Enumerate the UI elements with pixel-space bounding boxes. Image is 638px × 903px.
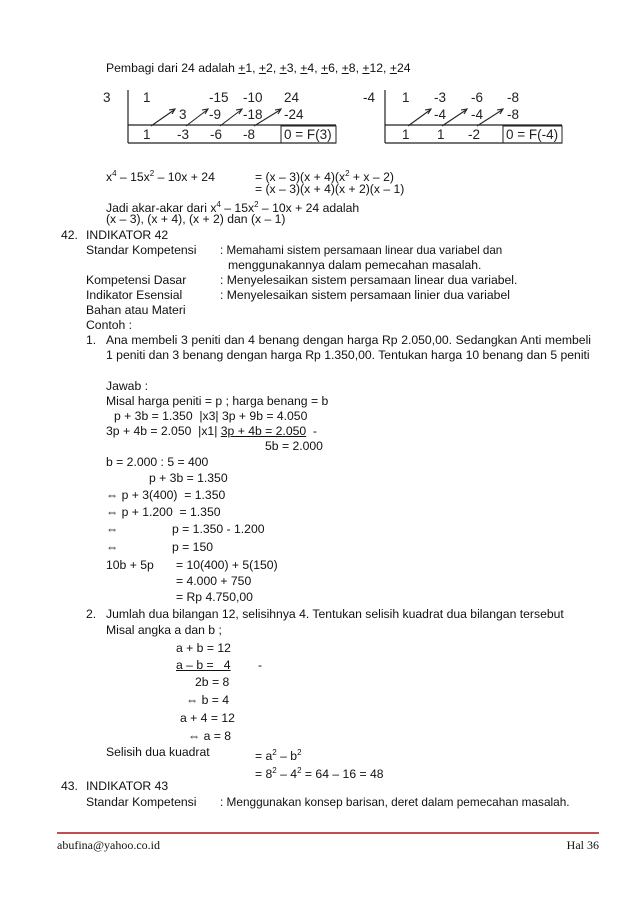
- ind42-title: INDIKATOR 42: [86, 228, 169, 242]
- ex1-line7: ⇔ p + 1.200 = 1.350: [106, 505, 221, 519]
- left-row3-c4: -8: [243, 127, 256, 142]
- ex2-problem: Jumlah dua bilangan 12, selisihnya 4. Tentukan selisih kuadrat dua bilangan tersebut: [106, 607, 564, 621]
- ind43-sk-label: Standar Kompetensi: [86, 795, 197, 809]
- right-row3-c1: 1: [402, 127, 410, 142]
- ex2-line4: ⇔ b = 4: [186, 693, 230, 707]
- left-row1-c1: 1: [143, 90, 151, 105]
- right-row3-c3: -2: [468, 127, 481, 142]
- footer-page: Hal 36: [566, 838, 599, 852]
- left-row2-c3: -18: [243, 107, 263, 122]
- ex1-misal: Misal harga peniti = p ; harga benang = b: [106, 394, 329, 408]
- ex1-line4: b = 2.000 : 5 = 400: [106, 455, 209, 469]
- left-row1-c4: 24: [284, 90, 300, 105]
- right-row1-c4: -8: [507, 90, 520, 105]
- left-row3-c1: 1: [143, 127, 151, 142]
- right-result: 0 = F(-4): [506, 127, 559, 142]
- ind42-contoh: Contoh :: [86, 318, 133, 332]
- ind42-sk-value2: menggunakannya dalam pemecahan masalah.: [228, 258, 482, 272]
- ex1-line11: = 4.000 + 750: [176, 574, 252, 588]
- ex2-sel-label: Selisih dua kuadrat: [106, 745, 210, 759]
- left-root: 3: [103, 90, 111, 105]
- ex2-line2: [176, 658, 231, 673]
- footer-rule: [57, 832, 599, 834]
- ex1-line3: 5b = 2.000: [265, 439, 323, 453]
- ex1-number: 1.: [86, 333, 97, 347]
- ex2-line5: a + 4 = 12: [180, 711, 235, 725]
- right-row2-c1: -4: [434, 107, 447, 122]
- ex1-line12: = Rp 4.750,00: [176, 590, 253, 604]
- ex1-line10-a: 10b + 5p: [106, 558, 154, 572]
- factor-eq1: = $(x - 3)(x + 4)(x^2 + x - 2)$: [255, 169, 394, 185]
- ind42-number: 42.: [61, 228, 78, 242]
- right-row3-c2: 1: [437, 127, 445, 142]
- ind42-ie-label: Indikator Esensial: [86, 288, 183, 302]
- synthetic-division-svg: [0, 0, 638, 160]
- factor-lhs: $x^4 - 15x^2 - 10x + 24$: [106, 169, 215, 185]
- ind42-sk-label: Standar Kompetensi: [86, 243, 197, 257]
- ex1-line2-c: -: [306, 424, 317, 438]
- right-row1-c1: 1: [402, 90, 410, 105]
- ex2-misal: Misal angka a dan b ;: [106, 623, 222, 637]
- roots-text: Jadi akar-akar dari $x^4 - 15x^2 - 10x + 24$ adalah: [106, 200, 360, 216]
- ex2-line2-minus: -: [258, 658, 263, 672]
- left-row3-c3: -6: [210, 127, 223, 142]
- ex2-sel1: = $a^2 - b^2$: [255, 748, 302, 764]
- ex2-line6: ⇔ a = 8: [188, 729, 232, 743]
- ex1-jawab: Jawab :: [106, 379, 149, 393]
- ex1-problem: Ana membeli 3 peniti dan 4 benang dengan harga Rp 2.050,00. Sedangkan Anti membeli 1 peniti dan 3 benang dengan harga Rp 1.350,00. Tentukan harga 10 benang dan 5 peniti: [106, 333, 591, 362]
- ind43-number: 43.: [61, 779, 78, 793]
- ex2-line1: a + b = 12: [176, 641, 231, 655]
- ex1-line6: ⇔ p + 3(400) = 1.350: [106, 488, 226, 502]
- footer-email: abufina@yahoo.co.id: [57, 838, 161, 852]
- ind42-bahan: Bahan atau Materi: [86, 303, 186, 317]
- ex1-line8-b: p = 1.350 - 1.200: [172, 522, 265, 536]
- ind42-kd-label: Kompetensi Dasar: [86, 273, 187, 287]
- right-root: -4: [363, 90, 376, 105]
- ex1-line2-b: 3p + 4b = 2.050: [220, 424, 307, 438]
- ex1-line5: p + 3b = 1.350: [149, 471, 228, 485]
- ex1-line9-a: ⇔: [106, 540, 119, 554]
- ex1-line2-a: 3p + 4b = 2.050 |x1|: [106, 424, 221, 438]
- left-row1-c3: -10: [243, 90, 263, 105]
- ex2-line3: 2b = 8: [195, 675, 230, 689]
- ex1-line1: p + 3b = 1.350 |x3| 3p + 9b = 4.050: [114, 409, 308, 423]
- right-row2-c3: -8: [507, 107, 520, 122]
- divisors-text: Pembagi dari 24 adalah +1, +2, +3, +4, +6, +8, +12, +24: [106, 61, 411, 75]
- left-row1-c2: -15: [209, 90, 229, 105]
- synthetic-division-diagrams: [0, 0, 638, 160]
- left-row3-c2: -3: [177, 127, 190, 142]
- ind43-title: INDIKATOR 43: [86, 779, 169, 793]
- ex2-number: 2.: [86, 607, 97, 621]
- left-row2-c4: -24: [284, 107, 304, 122]
- right-row1-c2: -3: [434, 90, 447, 105]
- ex2-sel2: = $8^2 - 4^2 = 64 - 16 = 48$: [255, 766, 384, 782]
- ex1-line10-b: = 10(400) + 5(150): [176, 558, 278, 572]
- right-row1-c3: -6: [471, 90, 484, 105]
- left-row2-c2: -9: [209, 107, 222, 122]
- ind42-sk-value: : Memahami sistem persamaan linear dua variabel dan: [220, 244, 503, 257]
- ex1-line2: [106, 424, 317, 439]
- left-result: 0 = F(3): [284, 127, 332, 142]
- roots-list: (x – 3), (x + 4), (x + 2) dan (x – 1): [106, 212, 286, 226]
- ind42-ie-value: : Menyelesaikan sistem persamaan linier dua variabel: [220, 288, 510, 302]
- factor-eq2: = (x – 3)(x + 4)(x + 2)(x – 1): [255, 182, 405, 196]
- ex1-line8-a: ⇔: [106, 522, 119, 536]
- ex1-line9-b: p = 150: [172, 540, 214, 554]
- ind42-kd-value: : Menyelesaikan sistem persamaan linear dua variabel.: [220, 273, 518, 287]
- left-row2-c1: 3: [179, 107, 187, 122]
- right-row2-c2: -4: [471, 107, 484, 122]
- ind43-sk-value: : Menggunakan konsep barisan, deret dalam pemecahan masalah.: [220, 795, 570, 809]
- ex2-line2-eq: a – b = 4: [176, 658, 231, 672]
